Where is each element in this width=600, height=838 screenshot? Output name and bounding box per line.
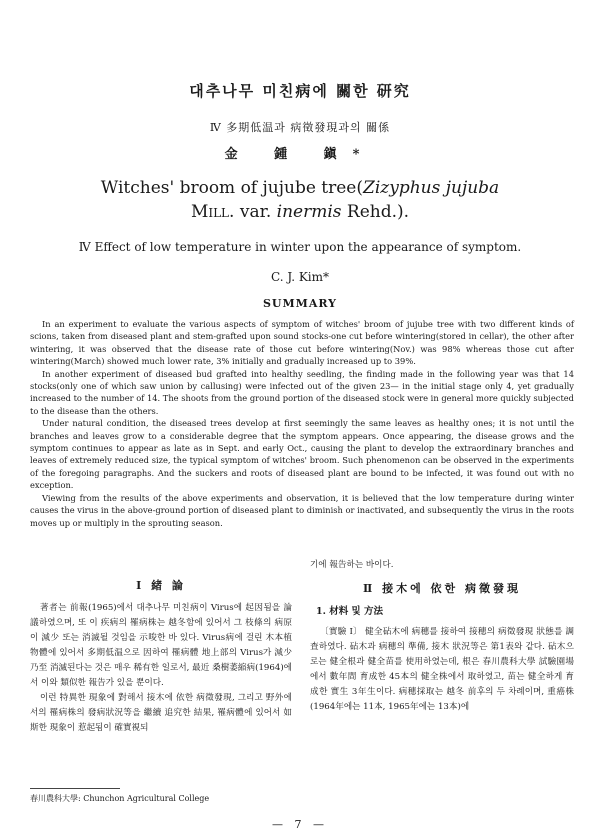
english-title-prefix: Witches' broom of jujube tree(: [100, 178, 364, 198]
summary-paragraph: Viewing from the results of the above experiments and observation, it is believed that the low temperature during winter causes the virus in the above-ground portion of diseased plant to diminish or inactivated, and subsequently the virus in the roots moves up or multiply in the sprouting season.: [30, 492, 574, 528]
page-number: — 7 —: [272, 818, 328, 831]
english-subtitle: Ⅳ Effect of low temperature in winter upon the appearance of symptom.: [78, 240, 522, 254]
body-continuation: 기에 報告하는 바이다.: [310, 560, 394, 570]
english-author: C. J. Kim*: [270, 270, 330, 284]
section-heading-grafting: Ⅱ 接木에 依한 病徵發現: [362, 582, 521, 595]
korean-subtitle: Ⅳ 多期低温과 病徵發現과의 關係: [209, 121, 391, 134]
species-name: Zizyphus jujuba: [363, 178, 500, 198]
right-column: [310, 558, 574, 715]
english-title-line-2: [0, 202, 600, 222]
section-heading-introduction: Ⅰ 緒 論: [136, 579, 186, 592]
footnote: 春川農科大學: Chunchon Agricultural College: [30, 794, 210, 803]
korean-author: 金 鍾 鎭*: [224, 147, 376, 162]
species-author: Mill.: [190, 202, 235, 222]
korean-title: 대추나무 미친病에 關한 研究: [189, 82, 411, 100]
body-paragraph: 著者는 前報(1965)에서 대추나무 미친病이 Virus에 起因됨을 論議하였으며, 또 이 疾病의 罹病株는 越冬함에 있어서 그 枝條의 病原이 減少 또는 消滅될 것임을 示唆한 바 있다. Virus病에 걸린 木本植物體에 있어서 多期低温으로 因하여 罹病體 地上部의 Virus가 減少 乃至 消滅된다는 것은 매우 稀有한 일로서, 最近 桑樹萎縮病(1964)에서 이와 類似한 報告가 있을 뿐이다.: [30, 603, 292, 688]
summary-body: [30, 318, 574, 529]
footnote-rule: [30, 788, 120, 789]
summary-paragraph: Under natural condition, the diseased trees develop at first seemingly the same leaves as healthy ones; it is not until the branches and leaves grow to a considerable degree that the symptom appears. Once appearing, the disease grows and the symptom continues to appear as late as in Sept. and early Oct., causing the plant to develop the extraordinary branches and leaves of extremely reduced size, the typical symptom of witches' broom. Such phenomenon can be observed in the experiments of the foregoing paragraphs. And the suckers and roots of diseased plant are bound to be infected, it was found out with no exception.: [30, 418, 574, 491]
body-paragraph: 이런 特異한 現象에 對해서 接木에 依한 病徵發現, 그리고 野外에서의 罹病株의 發病狀況等을 繼續 追究한 結果, 罹病體에 있어서 如斯한 現象이 惹起됨이 確實視되: [30, 693, 292, 733]
summary-heading: SUMMARY: [262, 297, 338, 310]
summary-paragraph: In another experiment of diseased bud grafted into healthy seedling, the finding made in the following year was that 14 stocks(only one of which saw union by callusing) were infected out of the given 23— in the initial stage only 4, yet gradually increased to the number of 14. The shoots from the ground portion of the diseased stock were in general more quickly subjected to the disease than the others.: [30, 368, 574, 416]
english-title-line-1: [0, 178, 600, 198]
variety-name: inermis: [276, 202, 342, 222]
var-label: var.: [234, 202, 277, 222]
subsection-heading-materials: 1. 材料 및 方法: [316, 606, 384, 617]
english-title-suffix: Rehd.).: [341, 202, 410, 222]
left-column: [30, 570, 292, 736]
body-paragraph: 〔實驗 Ⅰ〕 健全砧木에 病穗를 接하여 接穗의 病徵發現 狀態를 調査하였다. 砧木과 病穗의 準備, 接木 狀況等은 第1表와 같다. 砧木으로는 健全根과 健全苗를 使用하였는데, 根은 春川農科大學 試驗園場에서 數年間 育成한 45本의 健全株에서 取하였고, 苗는 健全하게 育成한 實生 3年生이다. 病穗採取는 越冬 前후의 두 차례이며, 重癌株(1964年에는 11本, 1965年에는 13本)에: [310, 627, 574, 712]
summary-paragraph: In an experiment to evaluate the various aspects of symptom of witches' broom of jujube tree with two different kinds of scions, taken from diseased plant and stem-grafted upon sound stocks-one cut before wintering(stored in cellar), the other after wintering, it was observed that the disease rate of those cut before wintering(Nov.) was 98% whereas those cut after wintering(March) showed much lower rate, 3% initially and gradually increased up to 39%.: [30, 319, 574, 367]
